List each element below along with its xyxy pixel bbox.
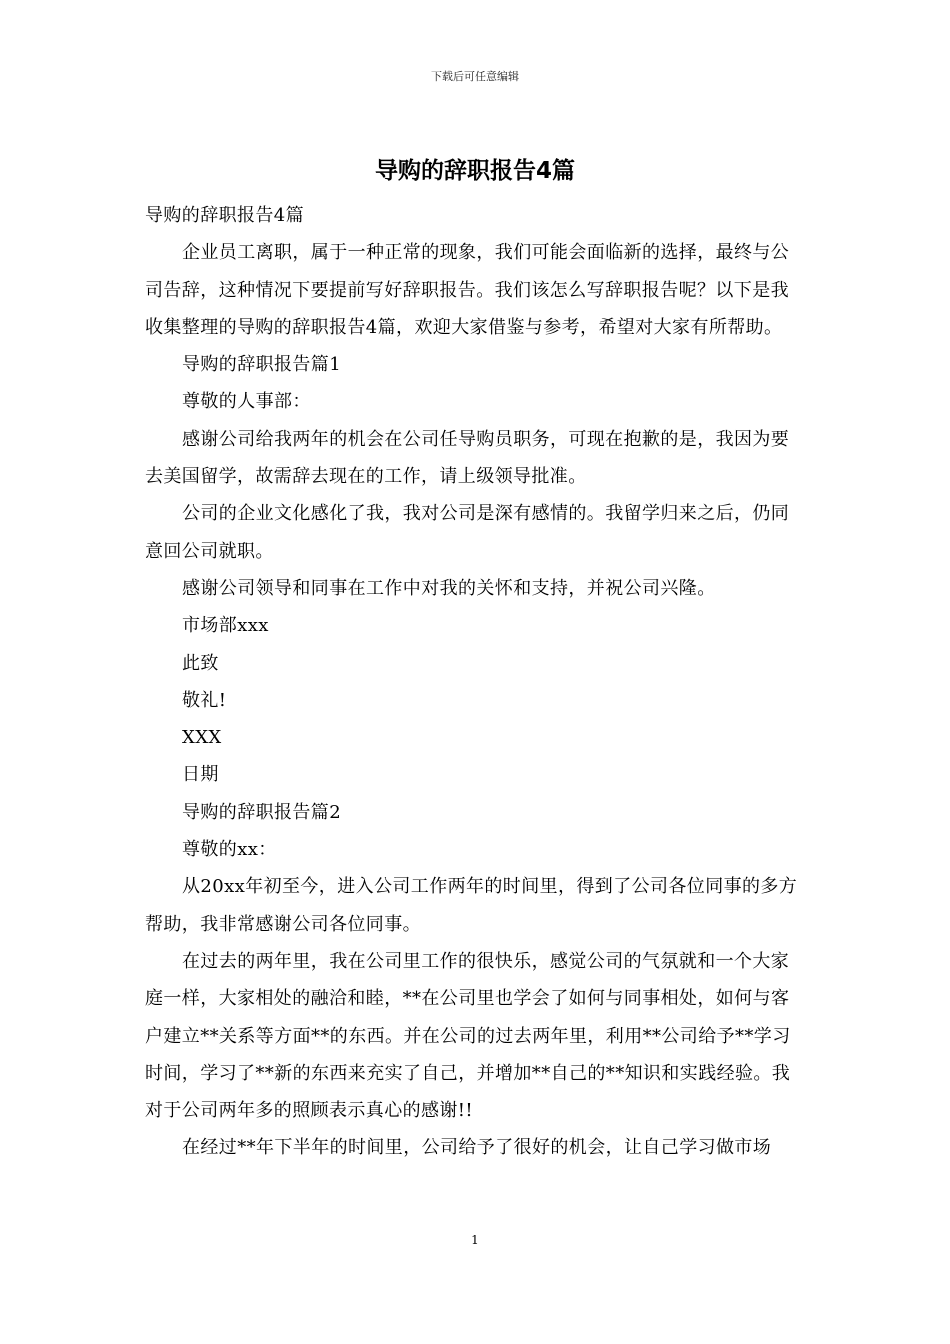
salutation: 尊敬的xx：: [182, 839, 277, 861]
document-title: 导购的辞职报告4篇: [374, 158, 575, 184]
paragraph: 企业员工离职，属于一种正常的现象，我们可能会面临新的选择，最终与公司告辞，这种情况下要提前写好辞职报告。我们该怎么写辞职报告呢？以下是我收集整理的导购的辞职报告4篇，欢迎大家借鉴与参考，希望对大家有所帮助。: [145, 242, 790, 338]
signature-date: 日期: [182, 764, 219, 786]
signature-department: 市场部xxx: [182, 615, 269, 637]
signature-name: XXX: [182, 727, 222, 749]
paragraph: 感谢公司给我两年的机会在公司任导购员职务，可现在抱歉的是，我因为要去美国留学，故需辞去现在的工作，请上级领导批准。: [145, 428, 790, 488]
paragraph: 从20xx年初至今，进入公司工作两年的时间里，得到了公司各位同事的多方帮助，我非常感谢公司各位同事。: [145, 876, 798, 935]
section-heading: 导购的辞职报告篇1: [182, 354, 342, 376]
salutation: 尊敬的人事部：: [182, 391, 311, 413]
paragraph: 在过去的两年里，我在公司里工作的很快乐，感觉公司的气氛就和一个大家庭一样，大家相处的融洽和睦，**在公司里也学会了如何与同事相处，如何与客户建立**关系等方面**的东西。并在公司的过去两年里，利用**公司给予**学习时间，学习了**新的东西来充实了自己，并增加**自己的**知识和实践经验。我对于公司两年多的照顾表示真心的感谢!!: [145, 950, 791, 1122]
closing: 敬礼!: [182, 689, 227, 711]
closing: 此致: [182, 652, 219, 674]
document-body: [145, 197, 807, 1167]
paragraph: 感谢公司领导和同事在工作中对我的关怀和支持，并祝公司兴隆。: [182, 577, 716, 599]
paragraph: 导购的辞职报告4篇: [145, 205, 305, 226]
paragraph: 公司的企业文化感化了我，我对公司是深有感情的。我留学归来之后，仍同意回公司就职。: [145, 503, 790, 562]
page-number: 1: [471, 1233, 479, 1247]
header-note: 下载后可任意编辑: [431, 70, 519, 83]
section-heading: 导购的辞职报告篇2: [182, 801, 342, 823]
paragraph: 在经过**年下半年的时间里，公司给予了很好的机会，让自己学习做市场: [182, 1137, 772, 1159]
